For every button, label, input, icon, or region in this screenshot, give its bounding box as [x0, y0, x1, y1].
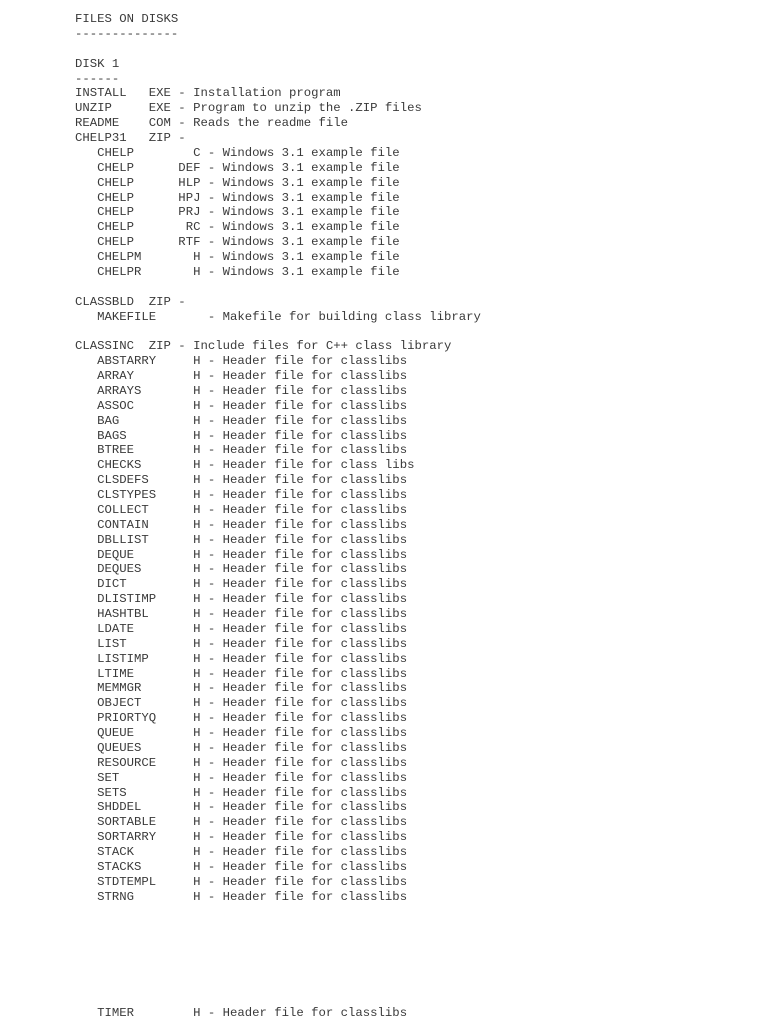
listing-line: CHELP C - Windows 3.1 example file [75, 145, 400, 160]
listing-line: SETS H - Header file for classlibs [75, 785, 408, 800]
listing-line: DEQUE H - Header file for classlibs [75, 547, 408, 562]
listing-line [75, 42, 481, 57]
listing-line: -------------- [75, 26, 179, 41]
listing-line: CHECKS H - Header file for class libs [75, 458, 415, 473]
listing-line: FILES ON DISKS [75, 12, 179, 26]
listing-line [75, 280, 481, 295]
listing-line: SET H - Header file for classlibs [75, 770, 408, 785]
listing-line: HASHTBL H - Header file for classlibs [75, 607, 408, 621]
listing-line: MEMMGR H - Header file for classlibs [75, 681, 408, 696]
listing-line: DICT H - Header file for classlibs [75, 577, 408, 592]
listing-line: STRNG H - Header file for classlibs [75, 889, 408, 904]
listing-line: SHDDEL H - Header file for classlibs [75, 800, 408, 815]
listing-line: DEQUES H - Header file for classlibs [75, 562, 408, 577]
listing-line: DLISTIMP H - Header file for classlibs [75, 592, 408, 607]
listing-line: ------ [75, 71, 120, 86]
listing-line: OBJECT H - Header file for classlibs [75, 696, 408, 711]
listing-line: QUEUES H - Header file for classlibs [75, 740, 408, 755]
listing-line: CHELP RTF - Windows 3.1 example file [75, 235, 400, 250]
listing-line: BAGS H - Header file for classlibs [75, 428, 408, 443]
listing-line: CHELP31 ZIP - [75, 131, 186, 145]
listing-line: CLSTYPES H - Header file for classlibs [75, 488, 408, 502]
listing-line: CHELPM H - Windows 3.1 example file [75, 250, 400, 264]
listing-line: BAG H - Header file for classlibs [75, 413, 408, 428]
listing-line: ARRAYS H - Header file for classlibs [75, 383, 408, 398]
listing-line: LTIME H - Header file for classlibs [75, 666, 408, 681]
listing-line: LISTIMP H - Header file for classlibs [75, 651, 408, 666]
listing-line: CLSDEFS H - Header file for classlibs [75, 473, 408, 488]
listing-line: README COM - Reads the readme file [75, 116, 349, 131]
file-listing-line-timer: TIMER H - Header file for classlibs [75, 1006, 408, 1020]
listing-line: DBLLIST H - Header file for classlibs [75, 532, 408, 547]
listing-line: SORTABLE H - Header file for classlibs [75, 815, 408, 830]
listing-line: STDTEMPL H - Header file for classlibs [75, 874, 408, 889]
listing-line: QUEUE H - Header file for classlibs [75, 726, 408, 740]
listing-line: CHELP DEF - Windows 3.1 example file [75, 160, 400, 175]
listing-line: BTREE H - Header file for classlibs [75, 443, 408, 458]
listing-line: STACKS H - Header file for classlibs [75, 859, 408, 874]
listing-line: LDATE H - Header file for classlibs [75, 621, 408, 636]
listing-line: CHELP RC - Windows 3.1 example file [75, 220, 400, 235]
listing-line: CHELP PRJ - Windows 3.1 example file [75, 205, 400, 220]
listing-line: CHELPR H - Windows 3.1 example file [75, 264, 400, 279]
listing-line: SORTARRY H - Header file for classlibs [75, 830, 408, 845]
listing-line: COLLECT H - Header file for classlibs [75, 502, 408, 517]
listing-line: PRIORTYQ H - Header file for classlibs [75, 711, 408, 726]
listing-line: INSTALL EXE - Installation program [75, 86, 341, 101]
listing-line: CHELP HPJ - Windows 3.1 example file [75, 190, 400, 205]
listing-line: DISK 1 [75, 56, 120, 71]
listing-line: CLASSINC ZIP - Include files for C++ class library [75, 339, 452, 354]
listing-line: ARRAY H - Header file for classlibs [75, 369, 408, 383]
listing-line: CONTAIN H - Header file for classlibs [75, 517, 408, 532]
listing-line: STACK H - Header file for classlibs [75, 845, 408, 859]
listing-line: MAKEFILE - Makefile for building class library [75, 309, 481, 324]
listing-line [75, 324, 481, 339]
listing-line: CLASSBLD ZIP - [75, 294, 186, 309]
listing-line: CHELP HLP - Windows 3.1 example file [75, 175, 400, 190]
listing-line: ASSOC H - Header file for classlibs [75, 398, 408, 413]
listing-line: LIST H - Header file for classlibs [75, 636, 408, 651]
listing-line: ABSTARRY H - Header file for classlibs [75, 354, 408, 369]
listing-line: RESOURCE H - Header file for classlibs [75, 755, 408, 770]
listing-line: UNZIP EXE - Program to unzip the .ZIP files [75, 101, 422, 116]
file-listing [75, 12, 481, 905]
